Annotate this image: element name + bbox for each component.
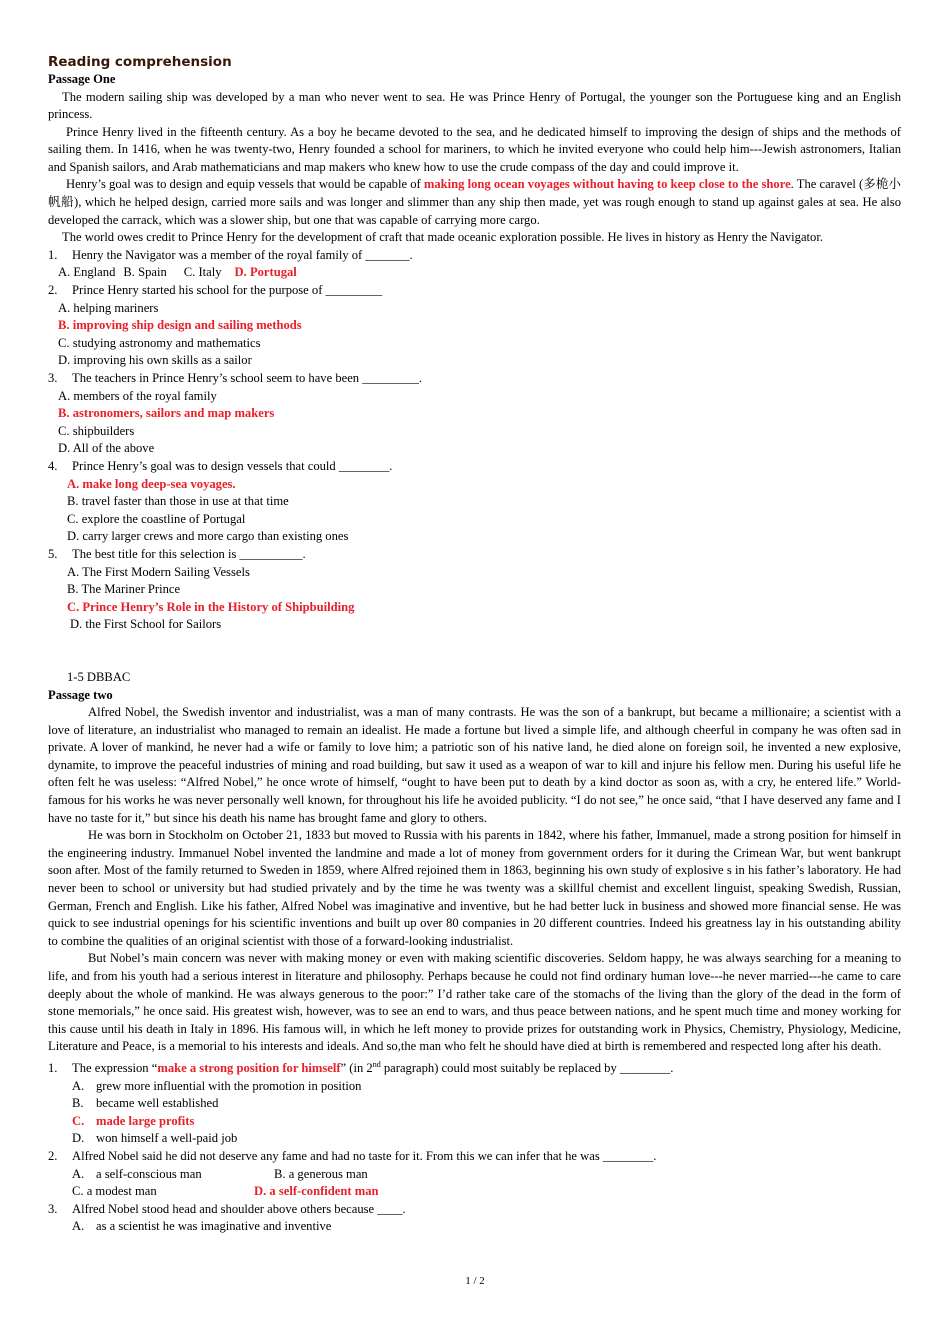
option-c: C. studying astronomy and mathematics bbox=[58, 335, 261, 350]
option-c: C. a modest man bbox=[72, 1184, 157, 1199]
text-span: ” (in 2 bbox=[340, 1061, 373, 1076]
question-1 bbox=[48, 247, 901, 265]
option-b: B. The Mariner Prince bbox=[67, 582, 181, 597]
option-a bbox=[48, 1218, 901, 1236]
option-letter: A. bbox=[72, 1219, 85, 1234]
option-d: D. carry larger crews and more cargo than existing ones bbox=[67, 529, 349, 544]
passage-two-paragraph-2: He was born in Stockholm on October 21, 1833 but moved to Russia with his parents in 1842, where his father, Immanuel, made a strong position for himself in the engineering industry. Immanuel Nobel invented the landmine and made a lot of money from government orders for it during the Crimean War, but went bankrupt soon after. Most of the family returned to Sweden in 1859, where Alfred rejoined them in 1863, beginning his own study of explosive s in his father’s laboratory. He had never been to school or university but had studied privately and by the time he was twenty was a skillful chemist and excellent linguist, speaking Swedish, Russian, German, French and English. Like his father, Alfred Nobel was imaginative and inventive, but he had better luck in business and showed more financial sense. He was quick to see industrial openings for his scientific inventions and built up over 80 companies in 20 different countries. Indeed his greatness lay in his outstanding ability to combine the qualities of an original scientist with those of a forward-looking industrialist. bbox=[48, 828, 901, 948]
question-3 bbox=[48, 1201, 901, 1219]
question-number: 4. bbox=[48, 458, 58, 473]
question-3 bbox=[48, 370, 901, 388]
option-letter: A. bbox=[72, 1078, 85, 1093]
superscript: nd bbox=[372, 1059, 381, 1069]
option-text: won himself a well-paid job bbox=[96, 1131, 238, 1146]
passage-one-title: Passage One bbox=[48, 72, 116, 86]
question-1 bbox=[48, 1056, 901, 1078]
option-d: D. the First School for Sailors bbox=[70, 617, 222, 632]
option-text: as a scientist he was imaginative and inventive bbox=[96, 1219, 332, 1234]
question-2 bbox=[48, 1148, 901, 1166]
option-a: A. helping mariners bbox=[58, 300, 159, 315]
passage-two-title: Passage two bbox=[48, 687, 113, 702]
option-b-answer: B. astronomers, sailors and map makers bbox=[58, 406, 275, 421]
question-number: 3. bbox=[48, 371, 58, 385]
question-number: 5. bbox=[48, 546, 58, 561]
question-text: Alfred Nobel stood head and shoulder above others because ____. bbox=[72, 1201, 406, 1216]
question-2 bbox=[48, 282, 901, 300]
answer-key: 1-5 DBBAC bbox=[67, 669, 131, 684]
highlighted-phrase: making long ocean voyages without having to keep close to the shore bbox=[423, 177, 791, 192]
option-letter: D. bbox=[72, 1131, 85, 1146]
option-a: A. The First Modern Sailing Vessels bbox=[67, 564, 250, 579]
option-b: B. Spain bbox=[123, 265, 167, 280]
question-number: 2. bbox=[48, 1149, 58, 1164]
option-d-answer: D. a self-confident man bbox=[254, 1184, 379, 1199]
option-b bbox=[48, 1095, 901, 1113]
option-c: C. shipbuilders bbox=[58, 423, 135, 438]
option-a: A. members of the royal family bbox=[58, 388, 217, 403]
option-b: B. travel faster than those in use at that time bbox=[67, 494, 289, 509]
text-span: The expression “ bbox=[72, 1061, 158, 1076]
passage-two-paragraph-1: Alfred Nobel, the Swedish inventor and industrialist, was a man of many contrasts. He was the son of a bankrupt, but became a millionaire; a scientist with a love of literature, an industrialist who managed to remain an idealist. He made a fortune but lived a simple life, and although cheerful in company he was often sad in private. A lover of mankind, he never had a wife or family to love him; a patriotic son of his native land, he died alone on foreign soil, he invented a new explosive, dynamite, to improve the peaceful industries of mining and road building, but saw it used as a weapon of war to kill and injure his fellow men. During his useful life he often felt he was useless: “Alfred Nobel,” he once wrote of himself, “ought to have been put to death by a kind doctor as soon as, with a cry, he entered life.” World-famous for his works he was never personally well known, for throughout his life he avoided publicity. “I do not see,” he once said, “that I have deserved any fame and I have no taste for it,” but since his death his name has brought fame and glory to others. bbox=[48, 705, 901, 825]
option-b-answer: B. improving ship design and sailing methods bbox=[58, 318, 302, 333]
option-d: D. All of the above bbox=[58, 441, 155, 456]
passage-one-paragraph-3 bbox=[48, 176, 901, 229]
question-2-options-row-2 bbox=[48, 1183, 901, 1201]
option-text: made large profits bbox=[96, 1113, 195, 1128]
option-c-answer bbox=[48, 1113, 901, 1131]
option-a-answer: A. make long deep-sea voyages. bbox=[67, 476, 236, 491]
question-text: Prince Henry started his school for the purpose of _________ bbox=[72, 283, 383, 298]
option-text: grew more influential with the promotion in position bbox=[96, 1078, 362, 1093]
question-text: The teachers in Prince Henry’s school seem to have been _________. bbox=[72, 371, 423, 385]
option-c-answer: C. Prince Henry’s Role in the History of Shipbuilding bbox=[67, 599, 355, 614]
question-text: Prince Henry’s goal was to design vessels that could ________. bbox=[72, 458, 393, 473]
option-c: C. Italy bbox=[183, 265, 222, 280]
text-span: Henry’s goal was to design and equip vessels that would be capable of bbox=[66, 177, 424, 192]
option-letter: A. bbox=[72, 1166, 85, 1181]
question-2-options-row-1 bbox=[48, 1166, 901, 1184]
passage-two-paragraph-3: But Nobel’s main concern was never with making money or even with making scientific discoveries. Seldom happy, he was always searching for a meaning to life, and from his youth had a serious interest in literature and philosophy. Perhaps because he could not find ordinary human love---he never married---he came to care deeply about the whole of mankind. He was always generous to the poor:” I’d rather take care of the stomachs of the living than the glory of the dead in the form of stone memorials,” he once said. His greatest wish, however, was to see an end to wars, and thus peace between nations, and he spent much time and money working for this cause until his death in Italy in 1896. His famous will, in which he left money to provide prizes for outstanding work in Physics, Chemistry, Physiology, Medicine, Literature and Peace, is a memorial to his interests and ideals. And so,the man who felt he should have died at birth is remembered and respected long after his death. bbox=[48, 951, 901, 1054]
option-d-answer: D. Portugal bbox=[234, 265, 297, 280]
option-text: became well established bbox=[96, 1096, 219, 1111]
option-a: a self-conscious man bbox=[96, 1166, 202, 1181]
question-text: The best title for this selection is __________. bbox=[72, 546, 306, 561]
option-c: C. explore the coastline of Portugal bbox=[67, 511, 246, 526]
page-number: 1 / 2 bbox=[465, 1275, 485, 1287]
page-heading: Reading comprehension bbox=[48, 54, 232, 70]
option-a bbox=[48, 1078, 901, 1096]
passage-one-paragraph-4: The world owes credit to Prince Henry for the development of craft that made oceanic exploration possible. He lives in history as Henry the Navigator. bbox=[62, 230, 823, 245]
option-letter: B. bbox=[72, 1096, 84, 1111]
question-text: Alfred Nobel said he did not deserve any fame and had no taste for it. From this we can infer that he was ________. bbox=[72, 1149, 657, 1164]
option-d: D. improving his own skills as a sailor bbox=[58, 353, 252, 368]
question-number: 2. bbox=[48, 283, 58, 298]
highlighted-phrase: make a strong position for himself bbox=[157, 1061, 341, 1076]
document-page bbox=[48, 54, 901, 1236]
option-d bbox=[48, 1130, 901, 1148]
passage-one-paragraph-1: The modern sailing ship was developed by a man who never went to sea. He was Prince Henry of Portugal, the younger son the Portuguese king and an English princess. bbox=[48, 89, 901, 122]
question-number: 3. bbox=[48, 1201, 58, 1216]
question-4 bbox=[48, 458, 901, 476]
text-span: paragraph) could most suitably be replaced by ________. bbox=[380, 1061, 674, 1076]
question-1-options bbox=[48, 264, 901, 282]
question-number: 1. bbox=[48, 247, 58, 262]
option-a: A. England bbox=[58, 265, 116, 280]
passage-one-paragraph-2: Prince Henry lived in the fifteenth century. As a boy he became devoted to the sea, and he dedicated himself to improving the design of ships and the methods of sailing them. In 1416, when he was twenty-two, Henry founded a school for mariners, to which he invited everyone who could help him---Jewish astronomers, Italian and Spanish sailors, and Arab mathematicians and map makers who knew how to use the crude compass of the day and could improve it. bbox=[48, 124, 901, 174]
question-5 bbox=[48, 546, 901, 564]
option-b: B. a generous man bbox=[274, 1166, 368, 1181]
text-span: . The caravel (多桅小帆船), which he helped design, carried more sails and was longer and slimmer than any ship then made, yet was rough enough to stand up against gales at sea. He also developed the carrack, which was a slower ship, but one that was capable of carrying more cargo. bbox=[48, 177, 901, 227]
question-number: 1. bbox=[48, 1061, 58, 1076]
question-text: Henry the Navigator was a member of the royal family of _______. bbox=[72, 247, 413, 262]
option-letter: C. bbox=[72, 1113, 85, 1128]
